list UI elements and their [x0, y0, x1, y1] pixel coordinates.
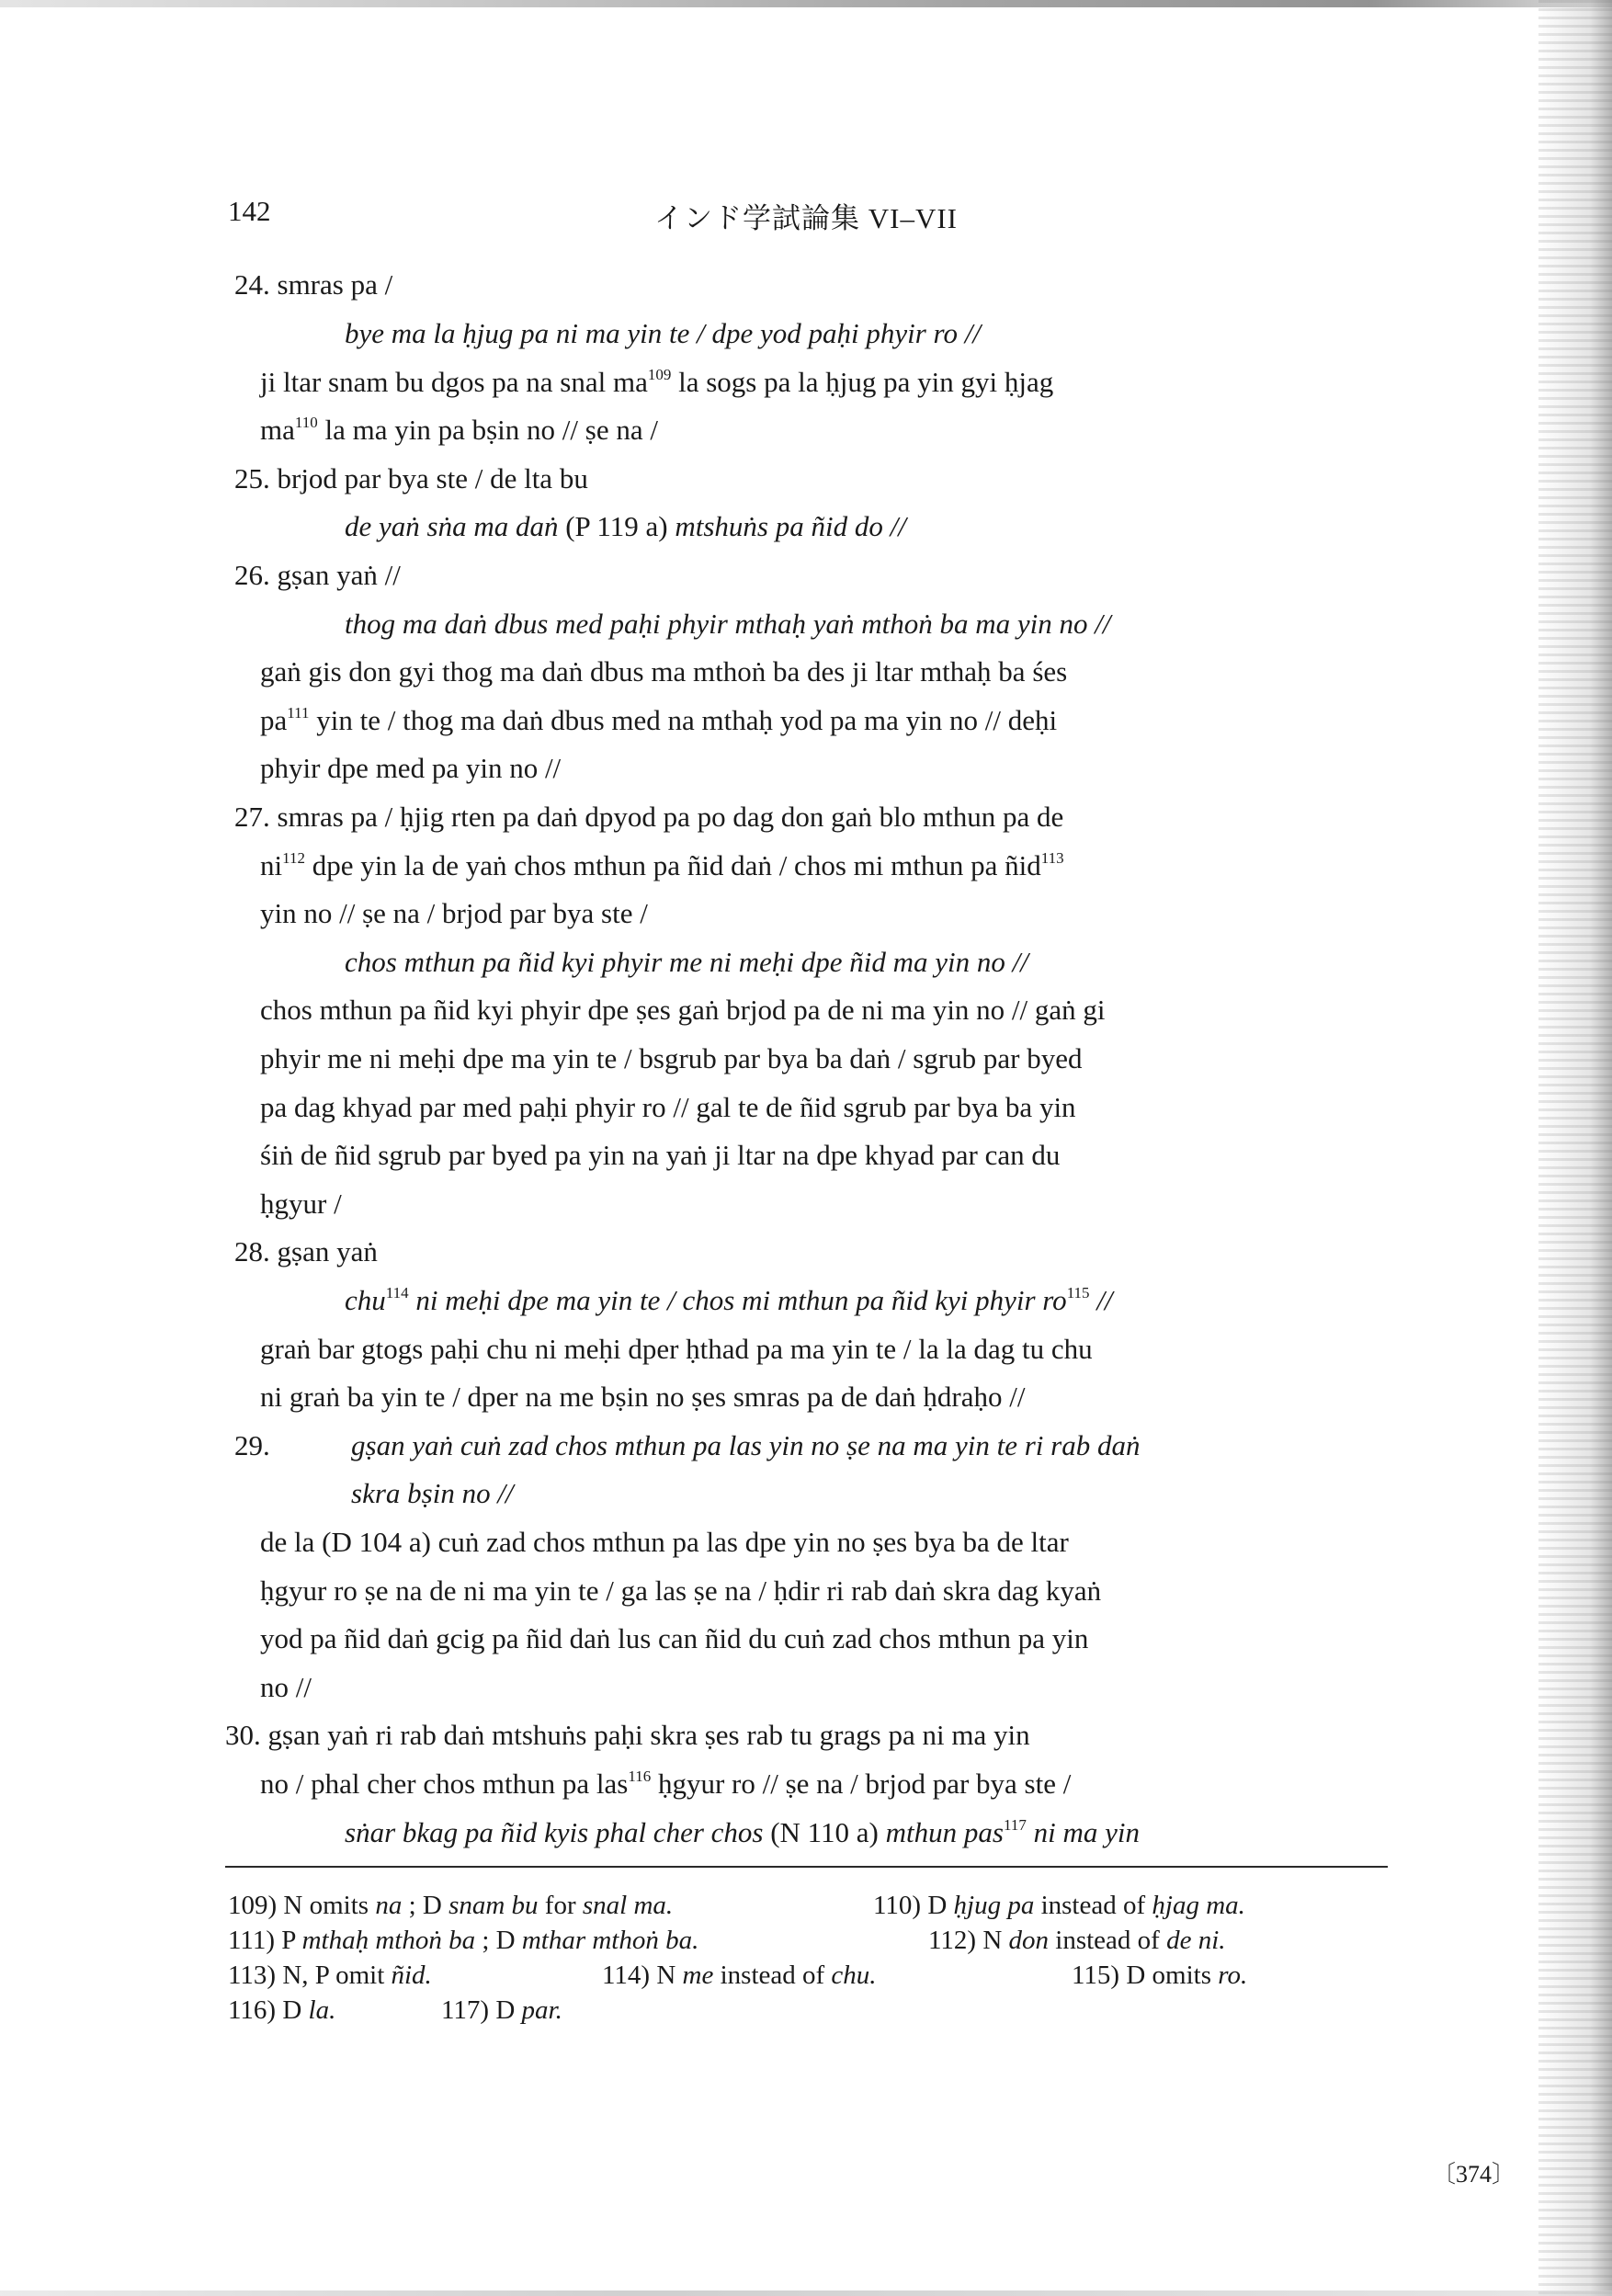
- text-run: 111) P: [228, 1926, 302, 1955]
- footnote-ref: 116: [628, 1767, 652, 1785]
- text-line: [260, 1379, 1026, 1415]
- text-line: [351, 1427, 1140, 1464]
- text-run: de yaṅ sṅa ma daṅ: [345, 510, 566, 542]
- footnote-ref: 117: [1003, 1816, 1027, 1834]
- text-run: thog ma daṅ dbus med paḥi phyir mthaḥ yaṅ mthoṅ ba ma yin no //: [345, 608, 1111, 640]
- text-run: yin te / thog ma daṅ dbus med na mthaḥ yod pa ma yin no // deḥi: [309, 704, 1058, 736]
- footnote-entry: [873, 1889, 1245, 1922]
- text-run: ; D: [402, 1891, 449, 1920]
- text-line: [260, 1669, 312, 1706]
- footnote-entry: [602, 1959, 877, 1992]
- text-run: me: [682, 1961, 714, 1990]
- text-run: instead of: [1049, 1926, 1167, 1955]
- text-line: [260, 895, 648, 932]
- text-line: [234, 799, 1063, 835]
- text-run: na: [375, 1891, 403, 1920]
- text-run: la sogs pa la ḥjug pa yin gyi ḥjag: [671, 366, 1054, 398]
- text-run: phyir me ni meḥi dpe ma yin te / bsgrub par bya ba daṅ / sgrub par byed: [260, 1042, 1083, 1074]
- text-run: de la (D 104 a) cuṅ zad chos mthun pa las dpe yin no ṣes bya ba de ltar: [260, 1526, 1069, 1558]
- text-line: [260, 412, 658, 449]
- text-run: śiṅ de ñid sgrub par byed pa yin na yaṅ ji ltar na dpe khyad par can du: [260, 1139, 1061, 1171]
- text-run: 117) D: [441, 1995, 522, 2025]
- text-run: mthar mthoṅ ba.: [521, 1926, 699, 1955]
- text-run: pa dag khyad par med paḥi phyir ro // gal te de ñid sgrub par bya ba yin: [260, 1091, 1076, 1123]
- footnote-ref: 113: [1040, 849, 1064, 867]
- text-run: snam bu: [448, 1891, 539, 1920]
- footnote-entry: [1072, 1959, 1247, 1992]
- text-run: ji ltar snam bu dgos pa na snal ma: [260, 366, 648, 398]
- text-run: bye ma la ḥjug pa ni ma yin te / dpe yod paḥi phyir ro //: [345, 317, 981, 349]
- text-line: [234, 1233, 378, 1270]
- text-run: chos mthun pa ñid kyi phyir me ni meḥi dpe ñid ma yin no //: [345, 946, 1028, 978]
- text-line: [260, 1331, 1093, 1368]
- text-run: chos mthun pa ñid kyi phyir dpe ṣes gaṅ brjod pa de ni ma yin no // gaṅ gi: [260, 994, 1106, 1026]
- text-run: ni: [260, 849, 283, 881]
- text-run: chu: [345, 1284, 386, 1316]
- footnote-entry: [228, 1994, 335, 2027]
- text-run: 112) N: [928, 1926, 1009, 1955]
- text-run: 115) D omits: [1072, 1961, 1219, 1990]
- footnote-ref: 111: [287, 704, 310, 722]
- footnote-ref: 110: [294, 414, 318, 431]
- text-run: 28. gṣan yaṅ: [234, 1235, 378, 1267]
- text-line: [345, 508, 906, 545]
- text-line: [260, 364, 1053, 401]
- text-line: [345, 315, 981, 352]
- text-run: ni graṅ ba yin te / dper na me bṣin no ṣes smras pa de daṅ ḥdraḥo //: [260, 1381, 1026, 1413]
- footnote-divider: [225, 1866, 1388, 1868]
- footnote-entry: [228, 1959, 432, 1992]
- scan-border-right: [1538, 0, 1612, 2296]
- text-run: don: [1008, 1926, 1050, 1955]
- text-line: [260, 750, 561, 787]
- page-code: 〔374〕: [1432, 2161, 1516, 2188]
- footnote-entry: [228, 1889, 673, 1922]
- text-run: ni meḥi dpe ma yin te / chos mi mthun pa ñid kyi phyir ro: [408, 1284, 1067, 1316]
- text-run: par.: [521, 1995, 562, 2025]
- text-run: skra bṣin no //: [351, 1477, 514, 1509]
- text-run: la.: [308, 1995, 336, 2025]
- footnote-entry: [441, 1994, 562, 2027]
- scan-border-bottom: [0, 2290, 1612, 2296]
- text-run: ñid.: [391, 1961, 432, 1990]
- text-run: phyir dpe med pa yin no //: [260, 752, 562, 784]
- footnote-ref: 109: [647, 366, 672, 383]
- text-line: [260, 1186, 342, 1222]
- footnote-ref: 114: [385, 1284, 409, 1301]
- scan-border-top: [0, 0, 1612, 7]
- text-run: (N 110 a): [770, 1816, 886, 1848]
- text-line: [260, 1524, 1069, 1561]
- text-run: no / phal cher chos mthun pa las: [260, 1767, 629, 1800]
- text-run: gṣan yaṅ cuṅ zad chos mthun pa las yin no ṣe na ma yin te ri rab daṅ: [351, 1429, 1141, 1461]
- text-run: 113) N, P omit: [228, 1961, 392, 1990]
- text-run: ma: [260, 414, 295, 446]
- text-line: [345, 1282, 1113, 1319]
- text-line: [260, 1573, 1101, 1609]
- text-run: ḥgyur ro ṣe na de ni ma yin te / ga las ṣe na / ḥdir ri rab daṅ skra dag kyaṅ: [260, 1574, 1102, 1607]
- text-run: instead of: [713, 1961, 832, 1990]
- text-line: [234, 557, 401, 594]
- text-line: [260, 1137, 1060, 1174]
- text-run: no //: [260, 1671, 312, 1703]
- text-run: de ni.: [1166, 1926, 1226, 1955]
- text-line: [260, 1089, 1076, 1126]
- text-run: ḥjag ma.: [1152, 1891, 1245, 1920]
- text-run: 30. gṣan yaṅ ri rab daṅ mtshuṅs paḥi skra ṣes rab tu grags pa ni ma yin: [225, 1719, 1030, 1751]
- text-run: yin no // ṣe na / brjod par bya ste /: [260, 897, 648, 929]
- text-run: pa: [260, 704, 288, 736]
- text-run: ḥjug pa: [953, 1891, 1035, 1920]
- footnote-entry: [228, 1924, 698, 1957]
- text-line: [345, 1814, 1140, 1851]
- text-run: mthaḥ mthoṅ ba: [301, 1926, 476, 1955]
- text-run: 114) N: [602, 1961, 683, 1990]
- text-run: sṅar bkag pa ñid kyis phal cher chos: [345, 1816, 771, 1848]
- text-line: [260, 654, 1067, 690]
- text-run: 26. gṣan yaṅ //: [234, 559, 401, 591]
- text-run: 27. smras pa / ḥjig rten pa daṅ dpyod pa po dag don gaṅ blo mthun pa de: [234, 801, 1064, 833]
- footnote-entry: [928, 1924, 1226, 1957]
- text-line: [260, 992, 1106, 1029]
- text-line: [260, 847, 1064, 884]
- text-run: 24. smras pa /: [234, 268, 393, 301]
- text-run: for: [538, 1891, 583, 1920]
- footnote-ref: 112: [282, 849, 305, 867]
- page-number: 142: [228, 195, 271, 227]
- text-line: [345, 944, 1028, 981]
- text-run: 25. brjod par bya ste / de lta bu: [234, 462, 588, 494]
- text-line: [225, 1717, 1030, 1754]
- text-line: [234, 460, 588, 497]
- text-run: dpe yin la de yaṅ chos mthun pa ñid daṅ / chos mi mthun pa ñid: [305, 849, 1041, 881]
- text-line: [260, 1766, 1071, 1802]
- text-run: (P 119 a): [565, 510, 675, 542]
- text-run: ; D: [475, 1926, 522, 1955]
- text-run: ḥgyur ro // ṣe na / brjod par bya ste /: [651, 1767, 1072, 1800]
- text-run: graṅ bar gtogs paḥi chu ni meḥi dper ḥthad pa ma yin te / la la dag tu chu: [260, 1333, 1093, 1365]
- text-run: //: [1089, 1284, 1113, 1316]
- text-run: mthun pas: [885, 1816, 1004, 1848]
- text-run: ḥgyur /: [260, 1188, 342, 1220]
- text-run: snal ma.: [582, 1891, 674, 1920]
- text-run: mtshuṅs pa ñid do //: [675, 510, 906, 542]
- text-run: ro.: [1218, 1961, 1248, 1990]
- text-run: 109) N omits: [228, 1891, 376, 1920]
- text-line: [234, 1427, 270, 1464]
- text-line: [345, 606, 1111, 642]
- text-run: 116) D: [228, 1995, 309, 2025]
- text-line: [351, 1475, 514, 1512]
- text-run: 29.: [234, 1429, 270, 1461]
- text-run: ni ma yin: [1026, 1816, 1140, 1848]
- text-line: [260, 1620, 1088, 1657]
- text-run: 110) D: [873, 1891, 954, 1920]
- text-run: yod pa ñid daṅ gcig pa ñid daṅ lus can ñid du cuṅ zad chos mthun pa yin: [260, 1622, 1089, 1654]
- text-run: chu.: [831, 1961, 877, 1990]
- running-header: [0, 195, 1612, 239]
- text-run: la ma yin pa bṣin no // ṣe na /: [317, 414, 658, 446]
- text-line: [234, 267, 392, 303]
- text-line: [260, 1040, 1082, 1077]
- text-run: gaṅ gis don gyi thog ma daṅ dbus ma mthoṅ ba des ji ltar mthaḥ ba śes: [260, 655, 1068, 688]
- running-title: インド学試論集 VI–VII: [654, 202, 958, 234]
- footnote-ref: 115: [1066, 1284, 1090, 1301]
- text-run: instead of: [1034, 1891, 1152, 1920]
- text-line: [260, 702, 1057, 739]
